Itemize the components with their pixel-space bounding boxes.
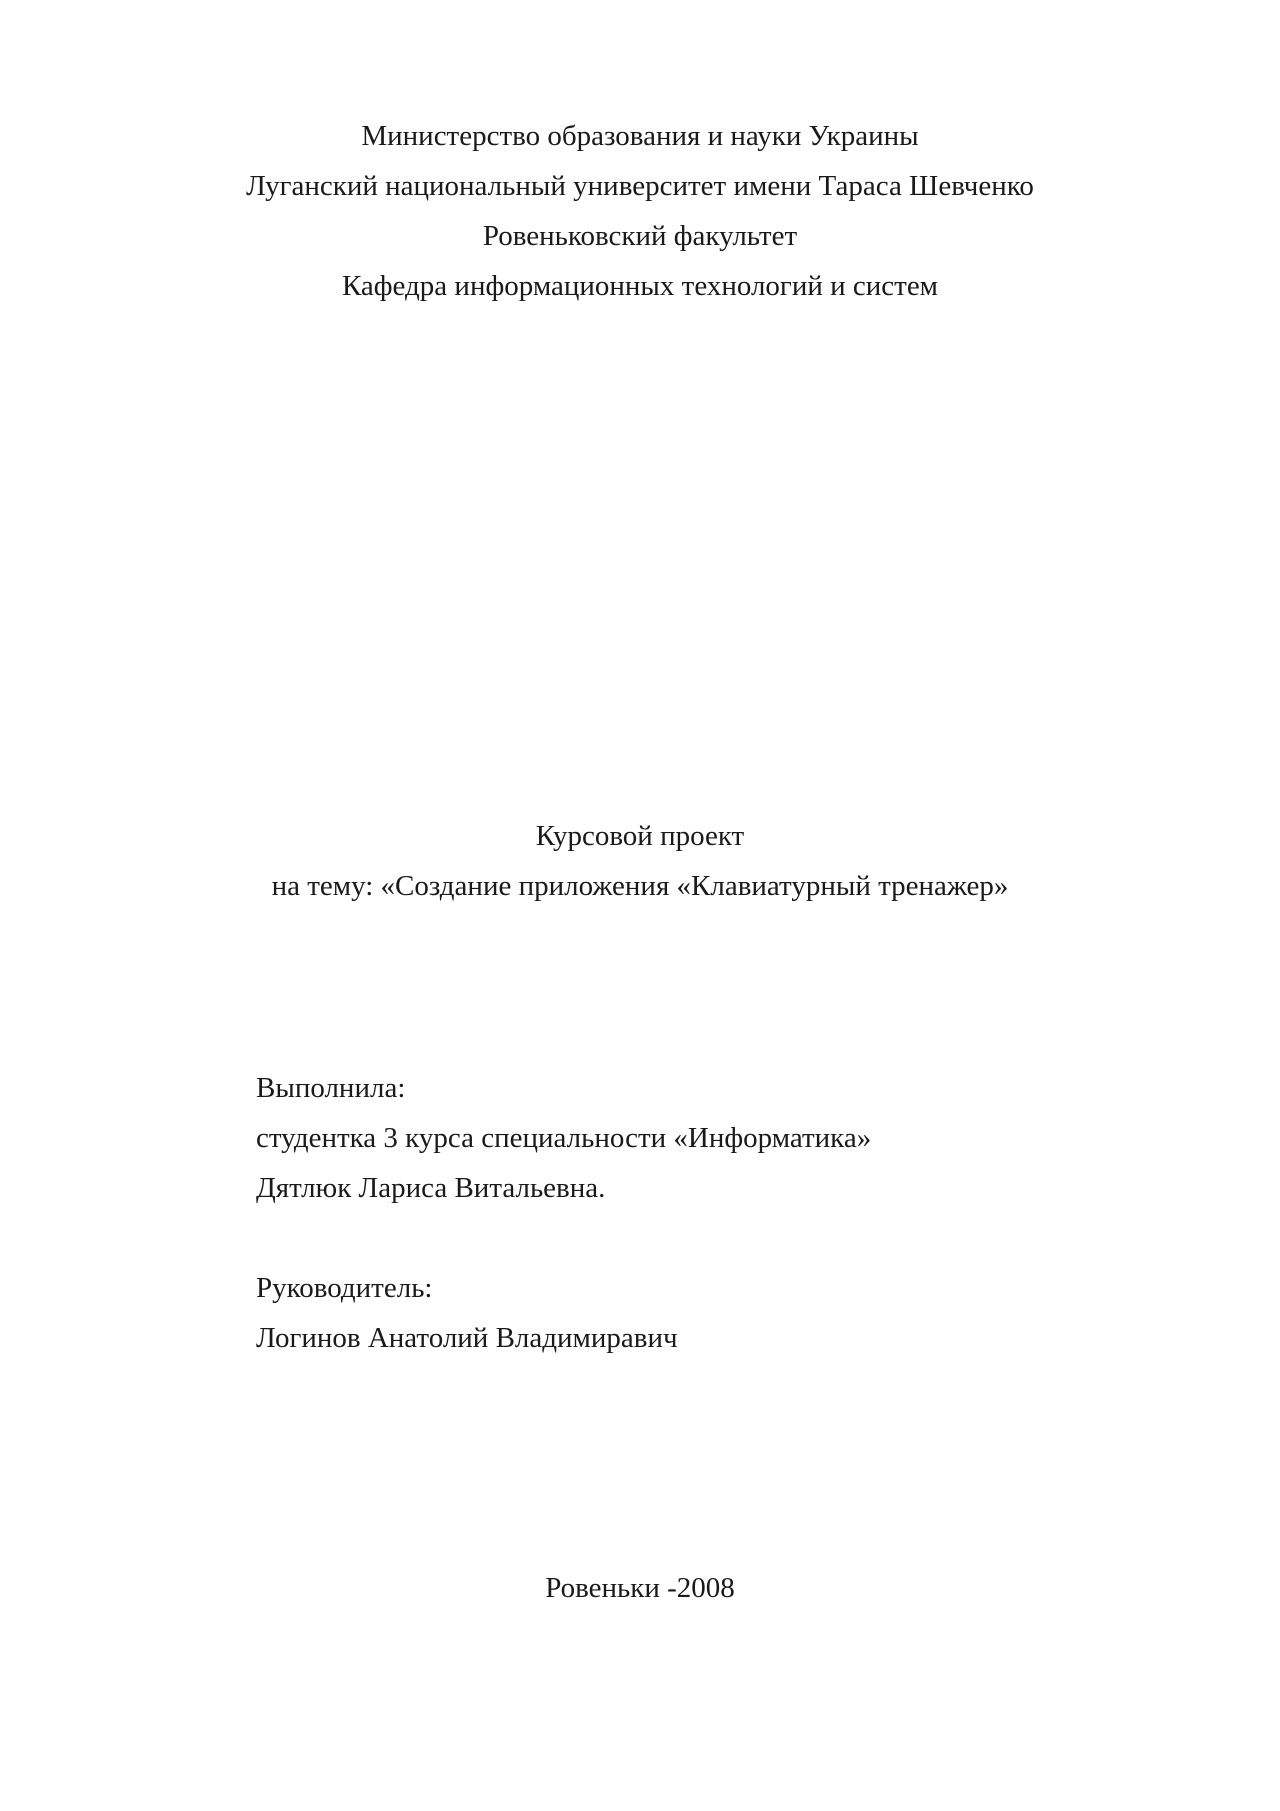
author-label: Выполнила: (256, 1072, 406, 1104)
university-line: Луганский национальный университет имени Тараса Шевченко (246, 170, 1034, 202)
supervisor-name: Логинов Анатолий Владимиравич (256, 1322, 678, 1354)
place-year-footer: Ровеньки -2008 (545, 1572, 735, 1604)
faculty-line: Ровеньковский факультет (482, 220, 798, 252)
supervisor-label: Руководитель: (256, 1272, 433, 1304)
ministry-line: Министерство образования и науки Украины (361, 120, 919, 152)
author-name: Дятлюк Лариса Витальевна. (256, 1172, 606, 1204)
department-line: Кафедра информационных технологий и систем (341, 270, 939, 302)
work-type-title: Курсовой проект (535, 820, 745, 852)
author-description: студентка 3 курса специальности «Информатика» (256, 1122, 872, 1154)
topic-title: на тему: «Создание приложения «Клавиатурный тренажер» (271, 870, 1009, 902)
